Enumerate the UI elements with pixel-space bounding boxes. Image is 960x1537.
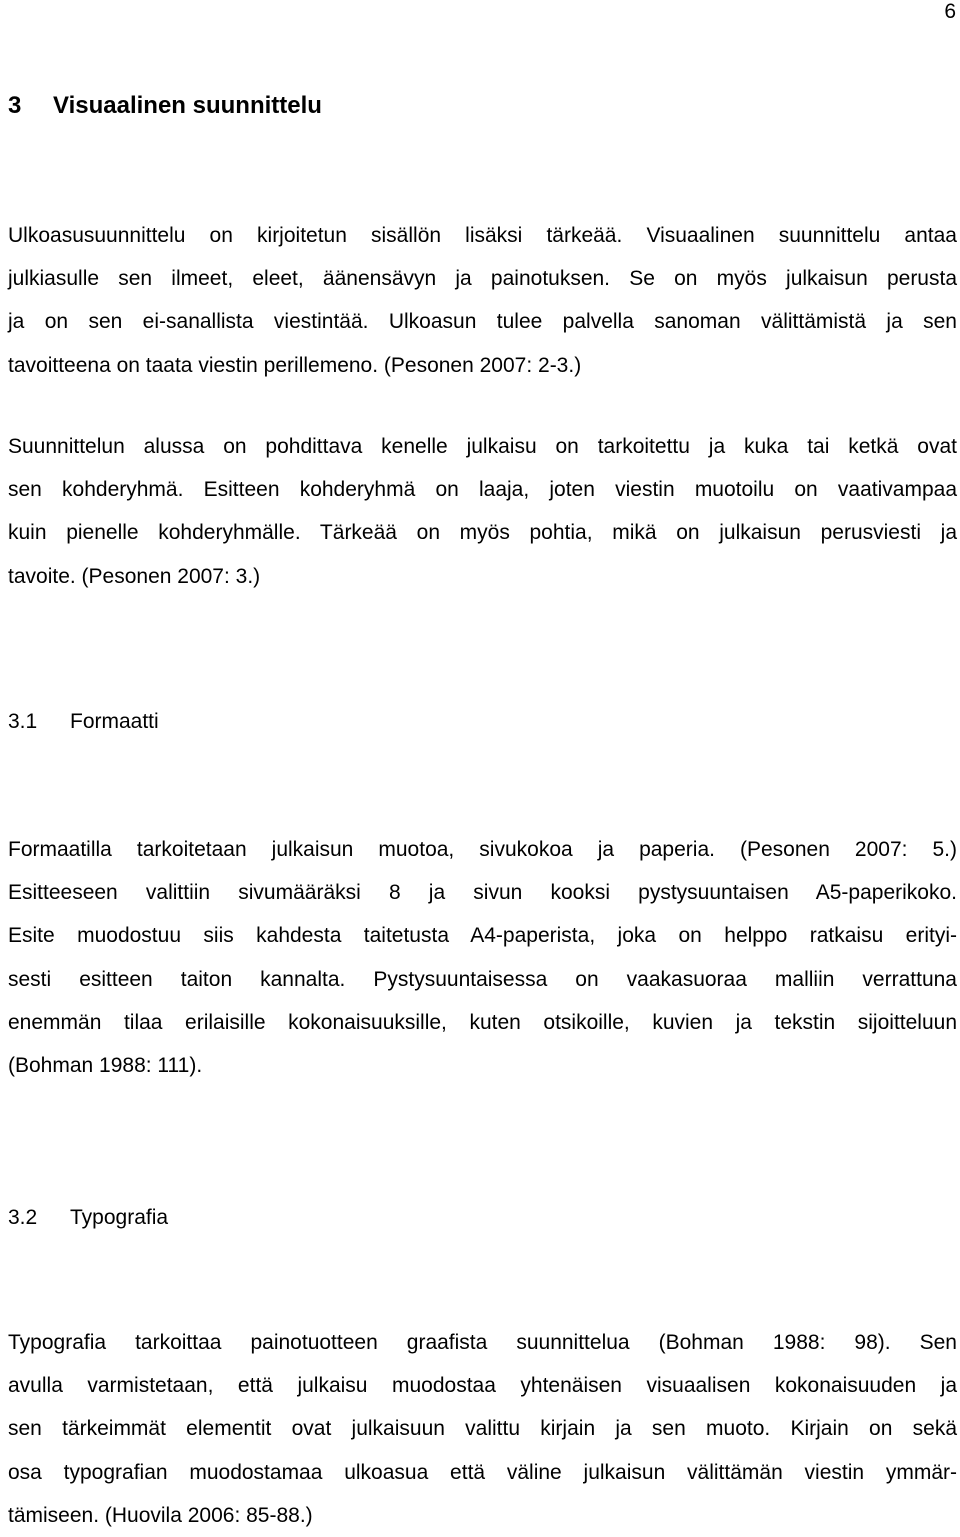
text-line: kuin pienelle kohderyhmälle. Tärkeää on myös pohtia, mikä on julkaisun perusviesti ja <box>8 521 957 545</box>
text-line: Esitteeseen valittiin sivumääräksi 8 ja sivun kooksi pystysuuntaisen A5-paperikoko. <box>8 881 957 905</box>
text-line: tavoite. (Pesonen 2007: 3.) <box>8 564 261 588</box>
section-title: Formaatti <box>70 710 159 733</box>
section-heading-typografia <box>8 1203 168 1233</box>
text-line: sen tärkeimmät elementit ovat julkaisuun valittu kirjain ja sen muoto. Kirjain on sekä <box>8 1417 957 1441</box>
intro-paragraph-1 <box>8 214 957 387</box>
chapter-number: 3 <box>8 92 22 119</box>
text-line: Esite muodostuu siis kahdesta taitetusta A4-paperista, joka on helppo ratkaisu erityi- <box>8 924 957 948</box>
section-heading-formaatti <box>8 707 159 737</box>
page-number: 6 <box>944 0 956 23</box>
text-line: tavoitteena on taata viestin perillemeno. (Pesonen 2007: 2-3.) <box>8 353 582 377</box>
text-line: Typografia tarkoittaa painotuotteen graafista suunnittelua (Bohman 1988: 98). Sen <box>8 1331 957 1354</box>
chapter-heading <box>8 90 322 122</box>
text-line: ja on sen ei-sanallista viestintää. Ulkoasun tulee palvella sanoman välittämistä ja sen <box>8 310 957 334</box>
formaatti-paragraph <box>8 828 957 1087</box>
text-line: enemmän tilaa erilaisille kokonaisuuksille, kuten otsikoille, kuvien ja tekstin sijoitteluun <box>8 1010 957 1034</box>
section-number: 3.2 <box>8 1206 38 1229</box>
text-line: (Bohman 1988: 111). <box>8 1053 203 1077</box>
text-line: Suunnittelun alussa on pohdittava kenelle julkaisu on tarkoitettu ja kuka tai ketkä ovat <box>8 435 957 458</box>
text-line: sesti esitteen taiton kannalta. Pystysuuntaisessa on vaakasuoraa malliin verrattuna <box>8 967 957 991</box>
text-line: Ulkoasusuunnittelu on kirjoitetun sisällön lisäksi tärkeää. Visuaalinen suunnittelu antaa <box>8 224 957 247</box>
intro-paragraph-2 <box>8 425 957 598</box>
section-number: 3.1 <box>8 710 38 733</box>
text-line: avulla varmistetaan, että julkaisu muodostaa yhtenäisen visuaalisen kokonaisuuden ja <box>8 1374 957 1398</box>
typografia-paragraph <box>8 1321 957 1537</box>
text-line: Formaatilla tarkoitetaan julkaisun muotoa, sivukokoa ja paperia. (Pesonen 2007: 5.) <box>8 838 957 861</box>
text-line: osa typografian muodostamaa ulkoasua että väline julkaisun välittämän viestin ymmär- <box>8 1460 957 1484</box>
text-line: sen kohderyhmä. Esitteen kohderyhmä on laaja, joten viestin muotoilu on vaativampaa <box>8 478 957 502</box>
chapter-title: Visuaalinen suunnittelu <box>53 92 322 119</box>
text-line: julkiasulle sen ilmeet, eleet, äänensävyn ja painotuksen. Se on myös julkaisun perusta <box>8 267 957 291</box>
section-title: Typografia <box>70 1206 169 1229</box>
text-line: tämiseen. (Huovila 2006: 85-88.) <box>8 1503 313 1527</box>
